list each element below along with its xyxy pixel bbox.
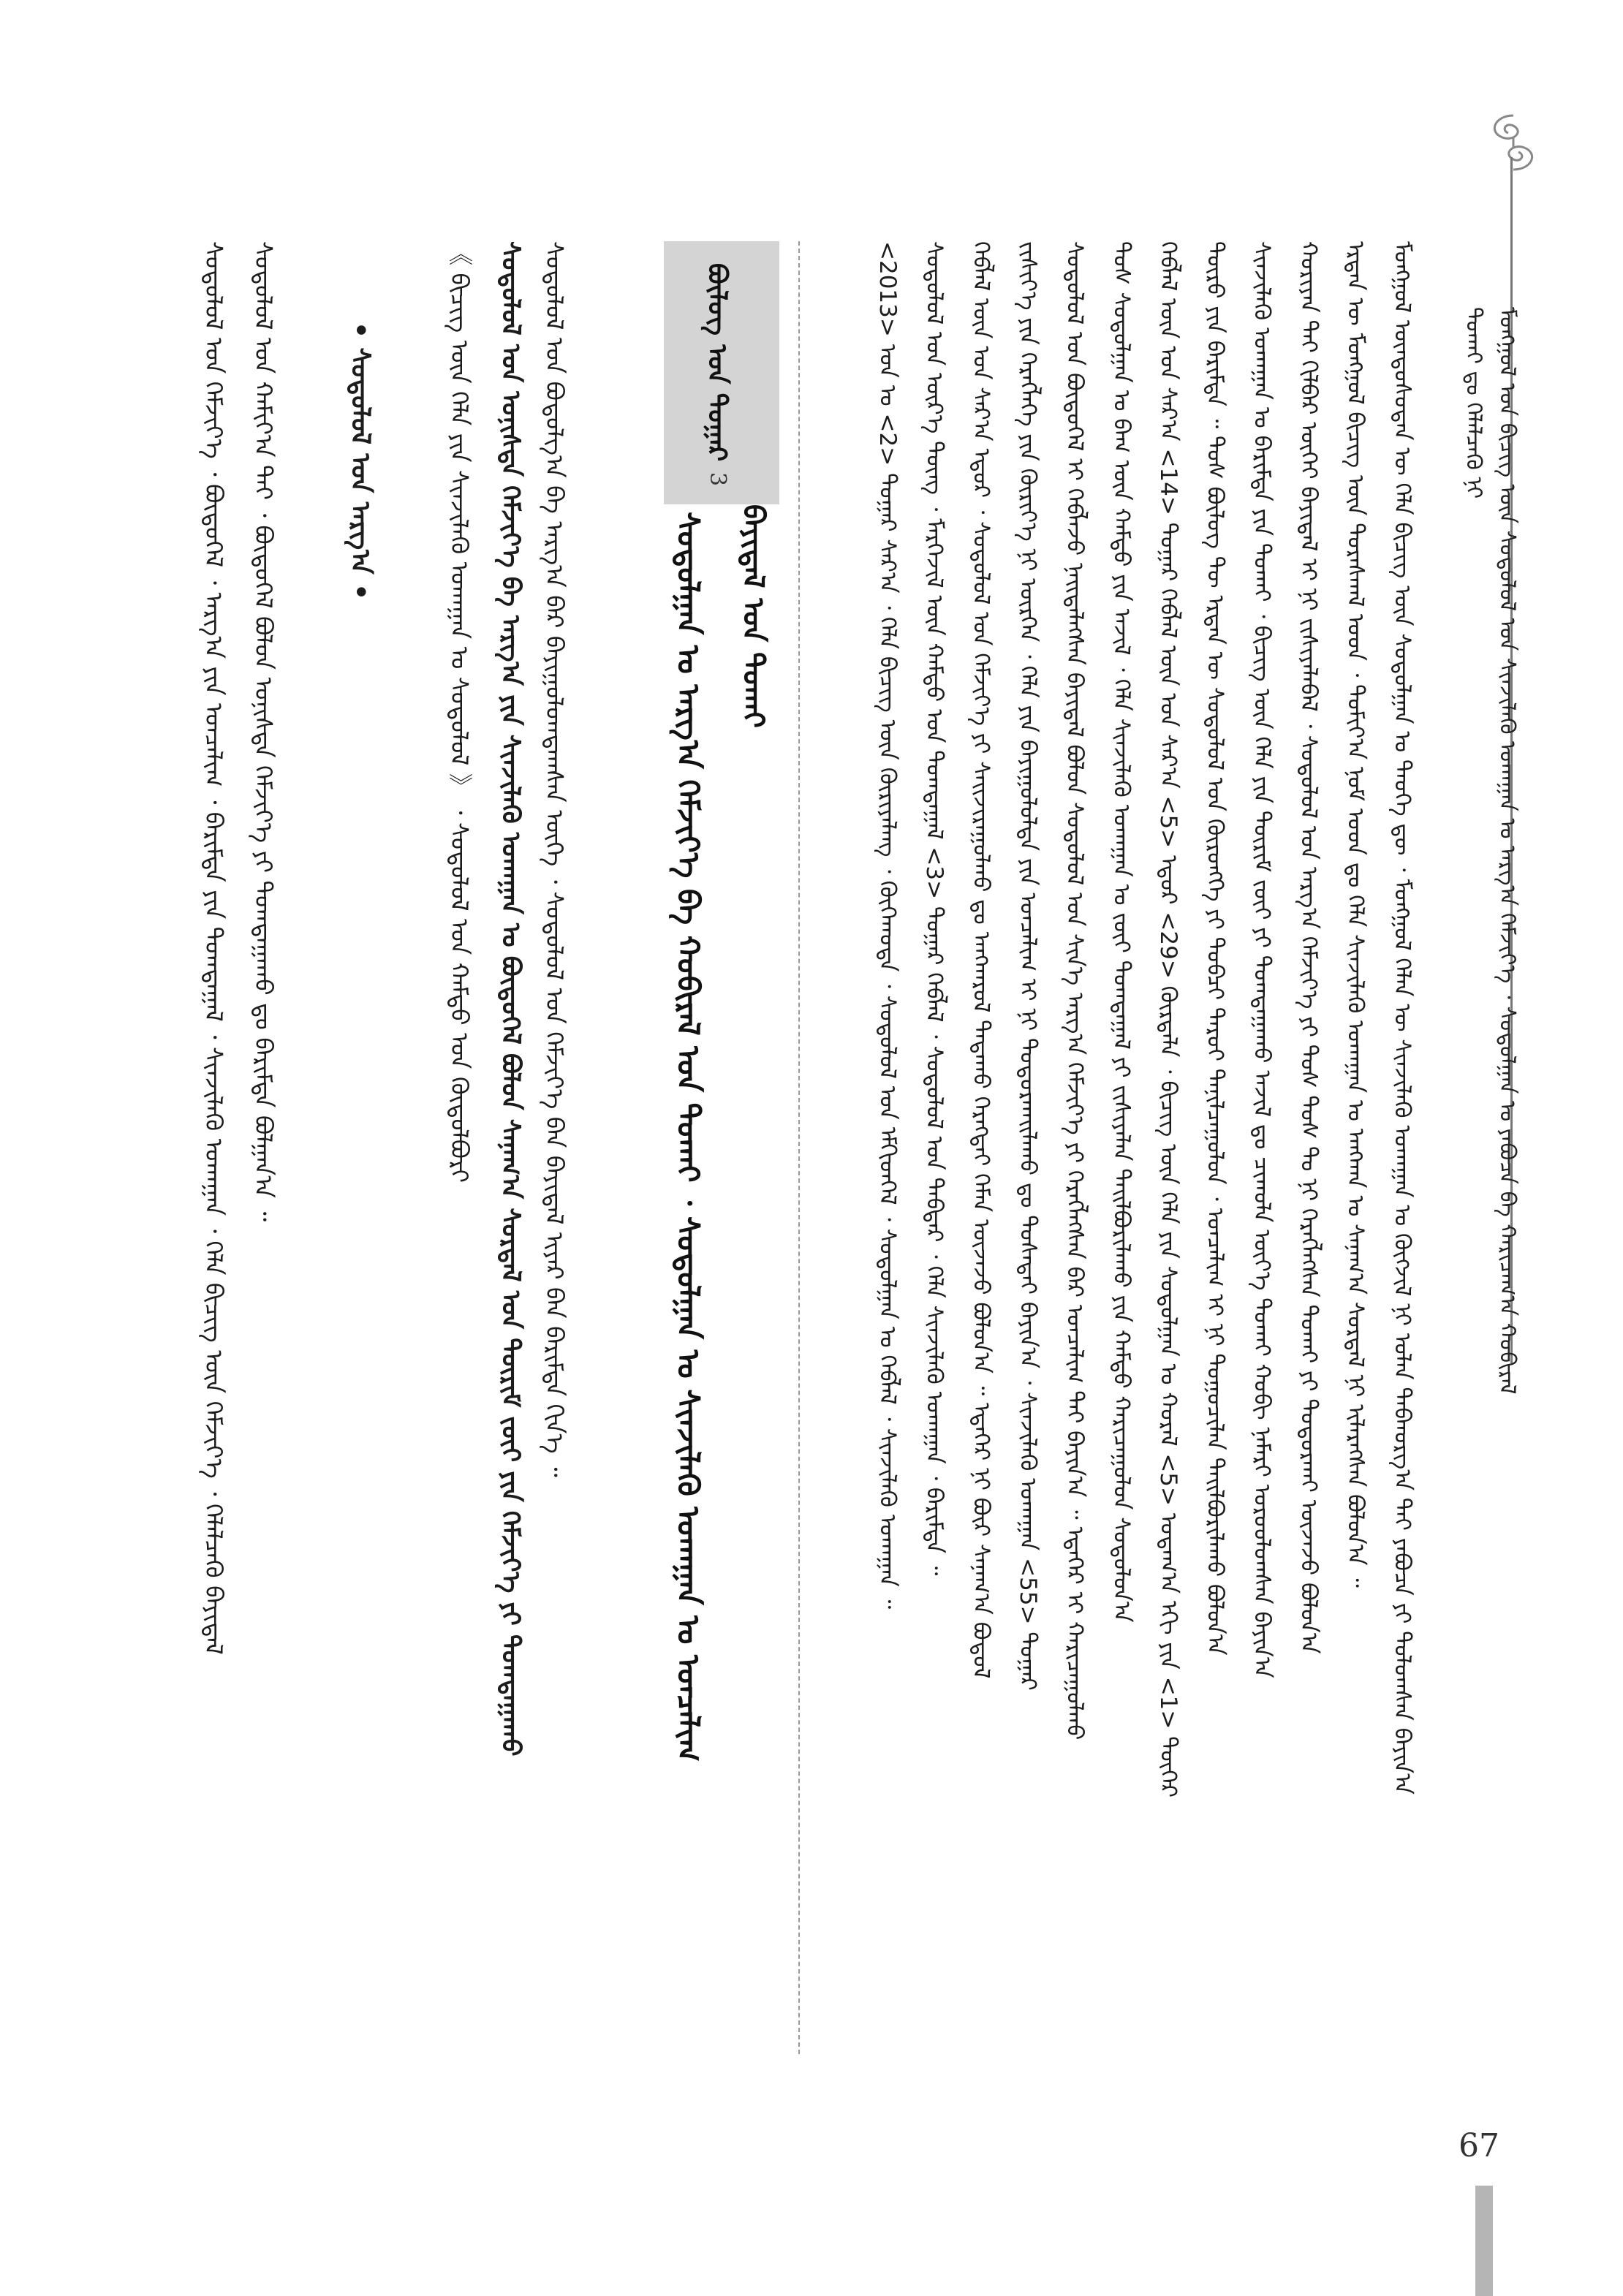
section-label: ᠪᠦᠯᠦᠭ ᠤᠨ ᠳᠤᠭᠠᠷ bbox=[702, 263, 732, 462]
body-column: ᠰᠤᠳᠤᠯᠤᠯ ᠤᠨ ᠪᠦᠲᠦᠭᠡᠯ ᠢ ᠬᠡᠪᠯᠡᠵᠦ ᠨᠡᠢᠲᠡᠯᠡᠭᠰᠡᠨ ᠪᠠᠶᠢᠳᠠᠯ ᠪᠣᠯᠤᠨ ᠰᠤᠳᠤᠯᠤᠯ ᠤᠨ ᠰᠢᠨ᠎ᠡ ᠠᠷᠭ᠎ᠠ ᠬᠡᠮᠵᠢᠶ᠎ᠡ ᠶᠢ ᠬᠡᠷᠡᠭᠯᠡᠭᠰᠡᠨ ᠪᠠᠷ ᠣᠨᠴᠠᠯᠢᠭ ᠲᠠᠢ ᠪᠠᠶᠢᠨ᠎ᠠ ᠃ ᠡᠳᠡᠭᠡᠷ ᠢ ᠬᠠᠷᠢᠴᠠᠭᠤᠯᠬᠤ bbox=[1062, 241, 1088, 1740]
body-column: <2013> ᠣᠨ ᠤ <2> ᠳᠤᠭᠠᠷ ᠰᠠᠷ᠎ᠠ ᠂ ᠬᠡᠯᠡ ᠪᠢᠴᠢᠭ ᠦᠨ ᠬᠦᠷᠢᠶᠡᠯᠡᠩ ᠂ ᠬᠥᠬᠡᠬᠣᠲᠠ ᠂ ᠰᠤᠳᠤᠯᠤᠯ ᠤᠨ ᠡᠮᠬᠢᠳᠬᠡᠯ ᠂ ᠰᠤᠳᠤᠯᠭᠠᠨ ᠤ ᠬᠡᠪᠯᠡᠯ ᠂ ᠰᠢᠨᠵᠢᠯᠡᠬᠦ ᠤᠬᠠᠭᠠᠨ ᠃ bbox=[874, 241, 901, 1610]
section-number: 3 bbox=[705, 471, 731, 487]
lower-column: ᠰᠤᠳᠤᠯᠤᠯ ᠤᠨ ᠬᠡᠮᠵᠢᠶ᠎ᠡ ᠂ ᠪᠦᠲᠦᠭᠡᠯ ᠂ ᠠᠷᠭ᠎ᠠ ᠶᠢᠨ ᠣᠨᠴᠠᠯᠢᠭ ᠂ ᠪᠠᠷᠢᠮᠲᠠ ᠶᠢᠨ ᠲᠣᠭᠲᠠᠭᠠᠯ ᠂ ᠰᠢᠨᠵᠢᠯᠡᠬᠦ ᠤᠬᠠᠭᠠᠨ ᠂ ᠬᠡᠯᠡ ᠪᠢᠴᠢᠭ ᠦᠨ ᠬᠡᠮᠵᠢᠶ᠎ᠡ ᠂ ᠬᠡᠯᠡᠯᠴᠡᠬᠦ ᠪᠠᠶᠢᠳᠠᠯ bbox=[200, 241, 228, 1655]
body-column: ᠮᠣᠩᠭᠣᠯ ᠦᠨᠳᠦᠰᠦᠲᠡᠨ ᠦ ᠬᠡᠯᠡ ᠪᠢᠴᠢᠭ ᠦᠨ ᠰᠤᠳᠤᠯᠭᠠᠨ ᠤ ᠲᠡᠦᠬᠡ ᠳᠦ ᠂ ᠮᠣᠩᠭᠣᠯ ᠬᠡᠯᠡᠨ ᠦ ᠰᠢᠨᠵᠢᠯᠡᠬᠦ ᠤᠬᠠᠭᠠᠨ ᠤ ᠬᠥᠭᠵᠢᠯ ᠨᠢ ᠣᠯᠠᠨ ᠳᠠᠪᠬᠤᠷᠭ᠎ᠠ ᠲᠠᠢ ᠶᠠᠪᠤᠴᠠ ᠶᠢ ᠲᠤᠯᠤᠭᠰᠠᠨ ᠪᠠᠶᠢᠨ᠎ᠠ bbox=[1389, 241, 1415, 1795]
body-column: ᠡᠷᠲᠡᠨ ᠦ ᠮᠣᠩᠭᠣᠯ ᠪᠢᠴᠢᠭ ᠦᠨ ᠳᠤᠷᠠᠰᠬᠠᠯ ᠤᠳ ᠂ ᠲᠣᠮᠢᠶ᠎ᠠ ᠨᠣᠮ ᠤᠳ ᠳᠤ ᠬᠡᠯᠡ ᠰᠢᠨᠵᠢᠯᠡᠬᠦ ᠤᠬᠠᠭᠠᠨ ᠤ ᠠᠩᠬᠠᠨ ᠤ ᠰᠠᠨᠠᠭ᠎ᠠ ᠰᠤᠷᠲᠠᠯ ᠨᠢ ᠢᠯᠡᠷᠡᠭᠰᠡᠨ ᠪᠣᠯᠤᠨ᠎ᠠ ᠃ bbox=[1342, 241, 1369, 1588]
section-separator bbox=[798, 241, 800, 2054]
page-edge-tab bbox=[1475, 2186, 1493, 2296]
body-column: ᠵᠢᠱᠢᠶ᠎ᠡ ᠶᠢᠨ ᠬᠡᠷᠡᠭᠯᠡᠭᠡ ᠶᠢᠨ ᠬᠦᠷᠢᠶ᠎ᠡ ᠨᠢ ᠥᠷᠭᠡᠨ ᠂ ᠬᠡᠯᠡ ᠶᠢᠨ ᠪᠠᠶᠢᠭᠤᠯᠤᠯᠲᠠ ᠶᠢᠨ ᠣᠨᠴᠠᠯᠢᠭ ᠢ ᠨᠢ ᠲᠣᠳᠣᠷᠬᠠᠢᠯᠠᠬᠤ ᠳᠤ ᠲᠤᠰᠠᠲᠠᠢ ᠪᠠᠶᠢᠨ᠎ᠠ ᠂ ᠰᠢᠨᠵᠢᠯᠡᠬᠦ ᠤᠬᠠᠭᠠᠨ <55> ᠳᠤᠭᠠᠷ bbox=[1015, 241, 1041, 1691]
body-column: ᠬᠡᠪᠯᠡᠯ ᠦᠨ ᠣᠨ ᠰᠠᠷ᠎ᠠ ᠡᠳᠦᠷ ᠂ ᠰᠤᠳᠤᠯᠤᠯ ᠤᠨ ᠬᠡᠮᠵᠢᠶ᠎ᠡ ᠶᠢ ᠰᠠᠢᠵᠢᠷᠠᠭᠤᠯᠬᠤ ᠳᠤ ᠠᠨᠭᠬᠠᠷᠤᠯ ᠲᠠᠲᠠᠬᠤ ᠬᠡᠷᠡᠭᠲᠡᠢ ᠬᠡᠮᠡᠨ ᠦᠵᠡᠵᠦ ᠪᠣᠯᠤᠨ᠎ᠠ ᠃ ᠡᠳᠡᠭᠡᠷ ᠨᠢ ᠪᠦᠷ ᠰᠠᠨᠠᠭ᠎ᠠ ᠪᠣᠳᠤᠯ bbox=[968, 241, 994, 1679]
body-column: ᠰᠤᠳᠤᠯᠤᠯ ᠤᠨ ᠦᠷ᠎ᠡ ᠳᠦᠩ ᠂ ᠮᠡᠷᠭᠡᠵᠢᠯ ᠦᠨ ᠬᠠᠮᠲᠤ ᠤᠨ ᠲᠣᠭᠲᠠᠭᠠᠯ <3> ᠳᠤᠭᠠᠷ ᠬᠡᠪᠯᠡᠯ ᠂ ᠰᠤᠳᠤᠯᠤᠯ ᠤᠨ ᠳᠡᠪᠲᠡᠷ ᠂ ᠬᠡᠯᠡ ᠰᠢᠨᠵᠢᠯᠡᠬᠦ ᠤᠬᠠᠭᠠᠨ ᠂ ᠪᠠᠷᠢᠮᠲᠠ ᠃ bbox=[921, 241, 947, 1576]
body-column: ᠲᠦᠷᠦ ᠶᠢᠨ ᠪᠠᠷᠢᠮᠲᠠ ᠃ ᠲᠤᠰ ᠪᠦᠯᠦᠭ ᠲᠦ ᠡᠷᠲᠡᠨ ᠦ ᠰᠤᠳᠤᠯᠤᠯ ᠤᠨ ᠬᠥᠷᠥᠩᠭᠡ ᠶᠢ ᠲᠣᠪᠴᠢ ᠳᠠᠷᠤᠢ ᠲᠠᠨᠢᠯᠴᠠᠭᠤᠯᠤᠨ ᠂ ᠣᠨᠴᠠᠯᠢᠭ ᠢ ᠨᠢ ᠲᠣᠭᠣᠴᠢᠯᠠᠨ ᠲᠠᠢᠯᠪᠤᠷᠢᠯᠠᠬᠤ ᠪᠣᠯᠤᠨ᠎ᠠ bbox=[1202, 241, 1228, 1656]
lower-column: ᠰᠤᠳᠤᠯᠤᠯ ᠤᠨ ᠪᠤᠳᠤᠯᠭ᠎ᠠ ᠪᠠ ᠠᠷᠭ᠎ᠠ ᠪᠠᠷ ᠪᠠᠶᠢᠭᠤᠯᠤᠭᠳᠠᠭᠰᠠᠨ ᠦᠭᠡ ᠂ ᠰᠤᠳᠤᠯᠤᠯ ᠤᠨ ᠬᠡᠮᠵᠢᠶ᠎ᠡ ᠪᠠᠨ ᠪᠠᠶᠢᠳᠠᠯ ᠢᠶᠠᠷ ᠪᠠᠨ ᠪᠠᠷᠢᠮᠲᠠ ᠬᠢᠨ᠎ᠡ ᠃ bbox=[540, 241, 569, 1477]
section-title: ᠰᠤᠳᠤᠯᠭᠠᠨ ᠤ ᠠᠷᠭ᠎ᠠ ᠬᠡᠮᠵᠢᠶ᠎ᠡ ᠪᠠ ᠬᠤᠪᠢᠷᠠᠯ ᠤᠨ ᠲᠤᠬᠠᠢ ᠂ ᠰᠤᠳᠤᠯᠭᠠᠨ ᠤ ᠰᠢᠨᠵᠢᠯᠡᠬᠦ ᠤᠬᠠᠭᠠᠨ ᠤ ᠣᠨᠴᠠᠯᠢᠭ bbox=[670, 512, 706, 1762]
body-column: ᠬᠤᠷᠢᠶᠠᠨ ᠲᠠᠢ ᠬᠢᠯᠪᠠᠷ ᠦᠭᠡᠢ ᠪᠠᠶᠢᠳᠠᠯ ᠢ ᠨᠢ ᠵᠢᠱᠢᠶᠡᠯᠡᠪᠡᠯ ᠂ ᠰᠤᠳᠤᠯᠤᠯ ᠤᠨ ᠠᠷᠭ᠎ᠠ ᠬᠡᠮᠵᠢᠶ᠎ᠡ ᠶᠢ ᠲᠤᠰ ᠲᠤᠰ ᠲᠤ ᠨᠢ ᠬᠡᠷᠡᠭᠯᠡᠭᠰᠡᠨ ᠲᠤᠬᠠᠢ ᠶᠢ ᠲᠣᠳᠣᠷᠬᠠᠢ ᠦᠵᠡᠵᠦ ᠪᠣᠯᠤᠨ᠎ᠠ bbox=[1295, 241, 1322, 1654]
lower-column: ᠰᠤᠳᠤᠯᠤᠯ ᠤᠨ ᠣᠨᠢᠰᠲᠠ ᠬᠡᠮᠵᠢᠶ᠎ᠡ ᠪᠠ ᠠᠷᠭ᠎ᠠ ᠶᠢᠨ ᠰᠢᠨᠵᠢᠯᠡᠬᠦ ᠤᠬᠠᠭᠠᠨ ᠤ ᠪᠦᠲᠦᠭᠡᠯ ᠪᠣᠯᠤᠨ ᠰᠠᠨᠠᠭ᠎ᠠ ᠰᠤᠷᠲᠠᠯ ᠤᠨ ᠳᠦᠷᠢᠮ ᠵᠦᠢ ᠶᠢᠨ ᠬᠡᠮᠵᠢᠶ᠎ᠡ ᠶᠢ ᠲᠣᠭᠲᠠᠭᠠᠬᠤ bbox=[496, 241, 525, 1757]
page-number: 67 bbox=[1459, 2127, 1499, 2164]
body-column: ᠬᠡᠪᠯᠡᠯ ᠦᠨ ᠣᠨ ᠰᠠᠷ᠎ᠠ <14> ᠳᠤᠭᠠᠷ ᠬᠡᠪᠯᠡᠯ ᠦᠨ ᠣᠨ ᠰᠠᠷ᠎ᠠ <5> ᠡᠳᠦᠷ <29> ᠬᠦᠷᠲᠡᠯᠡ ᠂ ᠪᠢᠴᠢᠭ ᠦᠨ ᠬᠡᠯᠡ ᠶᠢᠨ ᠰᠤᠳᠤᠯᠭᠠᠨ ᠤ ᠬᠤᠷᠠᠯ <5> ᠤᠳᠠᠭ᠎ᠠ ᠡᠬᠢ ᠶᠢᠨ <1> ᠳᠦᠭᠡᠷ bbox=[1155, 241, 1181, 1798]
running-header: ᠮᠣᠩᠭᠣᠯ ᠤᠨ ᠪᠢᠴᠢᠭ ᠦᠨ ᠰᠤᠳᠤᠯᠤᠯ ᠤᠨ ᠰᠢᠨᠵᠢᠯᠡᠬᠦ ᠤᠬᠠᠭᠠᠨ ᠤ ᠠᠷᠭ᠎ᠠ ᠬᠡᠮᠵᠢᠶ᠎ᠡ ᠂ ᠰᠤᠳᠤᠯᠭᠠᠨ ᠤ ᠶᠠᠪᠤᠴᠠ ᠪᠠ ᠬᠠᠷᠢᠴᠠᠭ᠎ᠠ ᠬᠤᠪᠢᠷᠠᠯ bbox=[1494, 307, 1520, 1395]
subheading: • ᠰᠤᠳᠤᠯᠤᠯ ᠤᠨ ᠠᠷᠭ᠎ᠠ • bbox=[345, 322, 375, 601]
body-column: ᠰᠢᠨᠵᠢᠯᠡᠬᠦ ᠤᠬᠠᠭᠠᠨ ᠤ ᠪᠠᠷᠢᠮᠲᠠ ᠶᠢᠨ ᠲᠤᠬᠠᠢ ᠂ ᠪᠢᠴᠢᠭ ᠦᠨ ᠬᠡᠯᠡ ᠶᠢᠨ ᠳᠦᠷᠢᠮ ᠵᠦᠢ ᠶᠢ ᠲᠣᠭᠲᠠᠭᠠᠬᠤ ᠠᠵᠢᠯ ᠳᠤ ᠴᠢᠬᠤᠯᠠ ᠦᠶ᠎ᠡ ᠲᠤᠬᠠᠢ ᠬᠤᠪᠢ ᠨᠡᠮᠡᠷᠢ ᠣᠷᠤᠤᠯᠤᠭᠰᠠᠨ ᠪᠠᠶᠢᠨ᠎ᠠ bbox=[1249, 241, 1275, 1678]
running-header-cont: ᠲᠤᠬᠠᠢ ᠳᠤ ᠬᠡᠯᠡᠯᠴᠡᠬᠦ ᠨᠢ bbox=[1461, 307, 1486, 499]
section-title-cont: ᠪᠠᠶᠢᠳᠠᠯ ᠤᠨ ᠲᠤᠬᠠᠢ bbox=[736, 504, 770, 728]
ornament-icon bbox=[1473, 110, 1554, 175]
body-column: ᠲᠤᠰ ᠰᠤᠳᠤᠯᠭᠠᠨ ᠤ ᠪᠠᠭ ᠦᠨ ᠬᠠᠮᠲᠤ ᠶᠢᠨ ᠠᠵᠢᠯ ᠂ ᠬᠡᠯᠡ ᠰᠢᠨᠵᠢᠯᠡᠬᠦ ᠤᠬᠠᠭᠠᠨ ᠤ ᠵᠦᠢ ᠲᠣᠭᠲᠠᠭᠠᠯ ᠶᠢ ᠵᠢᠱᠢᠶᠡᠯᠡᠨ ᠲᠠᠢᠯᠪᠤᠷᠢᠯᠠᠬᠤ ᠶᠢᠨ ᠬᠠᠮᠲᠤ ᠬᠠᠷᠢᠴᠠᠭᠤᠯᠤᠨ ᠰᠤᠳᠤᠯᠤᠨ᠎ᠠ bbox=[1108, 241, 1135, 1623]
lower-column: 《 ᠪᠢᠴᠢᠭ ᠦᠨ ᠬᠡᠯᠡ ᠶᠢᠨ ᠰᠢᠨᠵᠢᠯᠡᠬᠦ ᠤᠬᠠᠭᠠᠨ ᠤ ᠰᠤᠳᠤᠯᠤᠯ 》 ᠂ ᠰᠤᠳᠤᠯᠤᠯ ᠤᠨ ᠬᠠᠮᠲᠤ ᠤᠨ ᠬᠥᠲᠦᠯᠪᠦᠷᠢ bbox=[445, 241, 474, 1183]
lower-column: ᠰᠤᠳᠤᠯᠤᠯ ᠤᠨ ᠬᠠᠮᠢᠶ᠎ᠠ ᠲᠠᠢ ᠂ ᠪᠦᠲᠦᠭᠡᠯ ᠪᠣᠯᠤᠨ ᠣᠨᠢᠰᠲᠠ ᠬᠡᠮᠵᠢᠶ᠎ᠡ ᠶᠢ ᠲᠣᠭᠲᠠᠭᠠᠬᠤ ᠳᠤ ᠪᠠᠷᠢᠮᠲᠠ ᠪᠣᠯᠭᠠᠨ᠎ᠠ ᠃ bbox=[249, 241, 278, 1222]
